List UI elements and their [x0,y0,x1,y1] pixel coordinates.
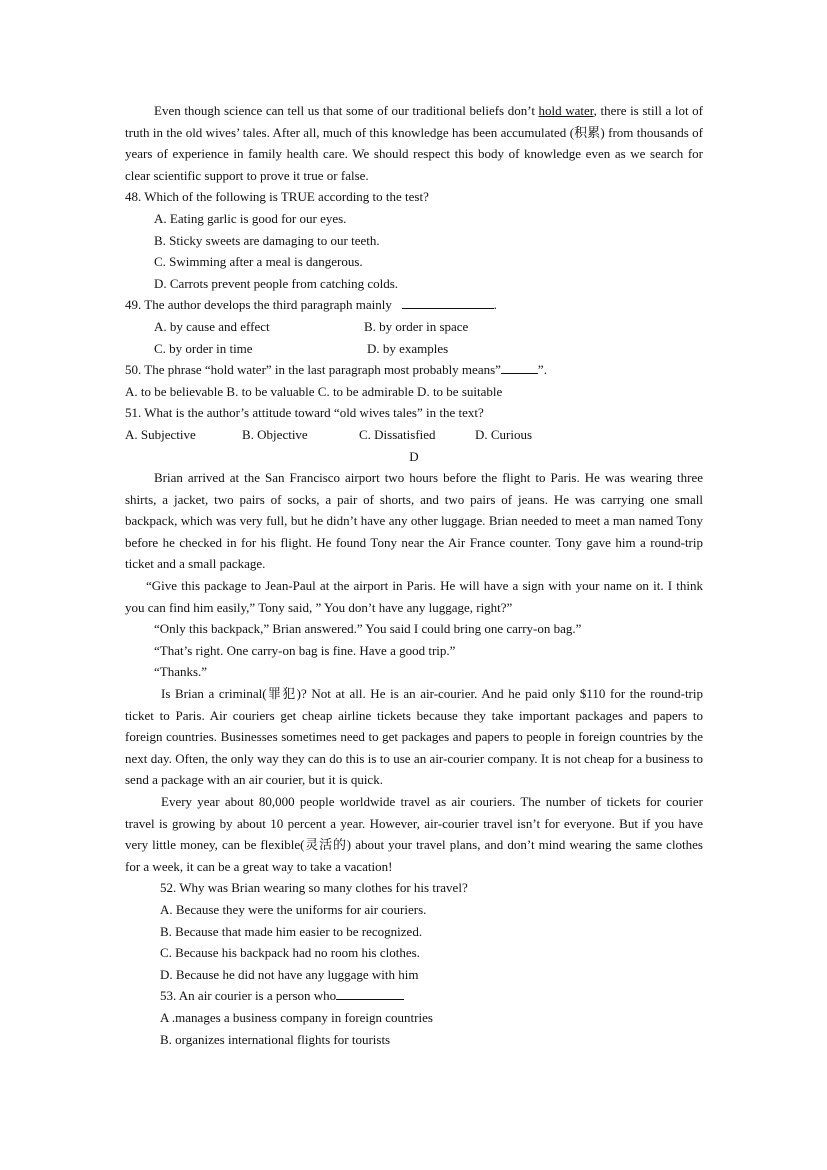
question-52-option: D. Because he did not have any luggage with him [160,966,419,982]
passage-d-paragraph: “Only this backpack,” Brian answered.” You said I could bring one carry-on bag.” [154,621,582,637]
question-52-option: C. Because his backpack had no room his clothes. [160,945,420,961]
passage-d-paragraph: Every year about 80,000 people worldwide travel as air couriers. The number of tickets for courier travel is growing by about 10 percent a year. However, air-courier travel isn’t for everyone. But if you have very little money, can be flexible(灵活的) about your travel plans, and don’t mind wearing the same clothes for a week, it can be a great way to take a vacation! [125,794,703,874]
question-51-stem: 51. What is the author’s attitude toward “old wives tales” in the text? [125,405,484,421]
question-48-option: D. Carrots prevent people from catching colds. [154,275,399,291]
document-page [125,100,703,1050]
question-49-options-row: A. by cause and effect B. by order in space [154,318,469,334]
section-heading-d: D [409,448,419,464]
question-52-option: A. Because they were the uniforms for air couriers. [160,901,427,917]
answer-blank [501,360,538,374]
answer-blank [402,295,494,309]
passage-c-conclusion: Even though science can tell us that some of our traditional beliefs don’t hold water, there is still a lot of truth in the old wives’ tales. After all, much of this knowledge has been accumulated (积累) from thousands of years of experience in family health care. We should respect this body of knowledge even as we search for clear scientific support to prove it true or false. [125,103,703,183]
passage-d-paragraph: “Thanks.” [154,664,208,680]
question-48-option: B. Sticky sweets are damaging to our teeth. [154,232,380,248]
question-48-stem: 48. Which of the following is TRUE according to the test? [125,189,429,205]
question-52-option: B. Because that made him easier to be recognized. [160,923,423,939]
passage-d-paragraph: “Give this package to Jean-Paul at the airport in Paris. He will have a sign with your name on it. I think you can find him easily,” Tony said, ” You don’t have any luggage, right?” [125,578,703,615]
question-52-stem: 52. Why was Brian wearing so many clothes for his travel? [160,880,468,896]
passage-d-paragraph: Is Brian a criminal(罪犯)? Not at all. He is an air-courier. And he paid only $110 for the round-trip ticket to Paris. Air couriers get cheap airline tickets because they take important packages and papers to foreign countries. Businesses sometimes need to get packages and papers to people in foreign countries by the next day. Often, the only way they can do this is to use an air-courier company. It is not cheap for a business to send a package with an air courier, but it is quick. [125,686,703,788]
passage-d-paragraph: “That’s right. One carry-on bag is fine. Have a good trip.” [154,642,456,658]
question-49-options-row: C. by order in time D. by examples [154,340,449,356]
passage-d-paragraph: Brian arrived at the San Francisco airport two hours before the flight to Paris. He was wearing three shirts, a jacket, two pairs of socks, a pair of shorts, and two pairs of jeans. He was carrying one small backpack, which was very full, but he didn’t have any other luggage. Brian needed to meet a man named Tony before he checked in for his flight. He found Tony near the Air France counter. Tony gave him a round-trip ticket and a small package. [125,470,703,572]
question-48-option: C. Swimming after a meal is dangerous. [154,254,363,270]
question-53-option: B. organizes international flights for tourists [160,1031,391,1047]
hold-water-phrase: hold water [538,103,594,118]
question-50-options: A. to be believable B. to be valuable C. to be admirable D. to be suitable [125,383,503,399]
question-53-stem: 53. An air courier is a person who [125,985,703,1007]
answer-blank [336,986,404,1000]
question-51-options-row: A. Subjective B. Objective C. Dissatisfied D. Curious [125,426,533,442]
question-53-option: A .manages a business company in foreign countries [160,1009,433,1025]
question-50-stem: 50. The phrase “hold water” in the last paragraph most probably means” ”. [125,362,547,378]
question-48-option: A. Eating garlic is good for our eyes. [154,210,347,226]
question-49-stem: 49. The author develops the third paragraph mainly . [125,297,497,313]
